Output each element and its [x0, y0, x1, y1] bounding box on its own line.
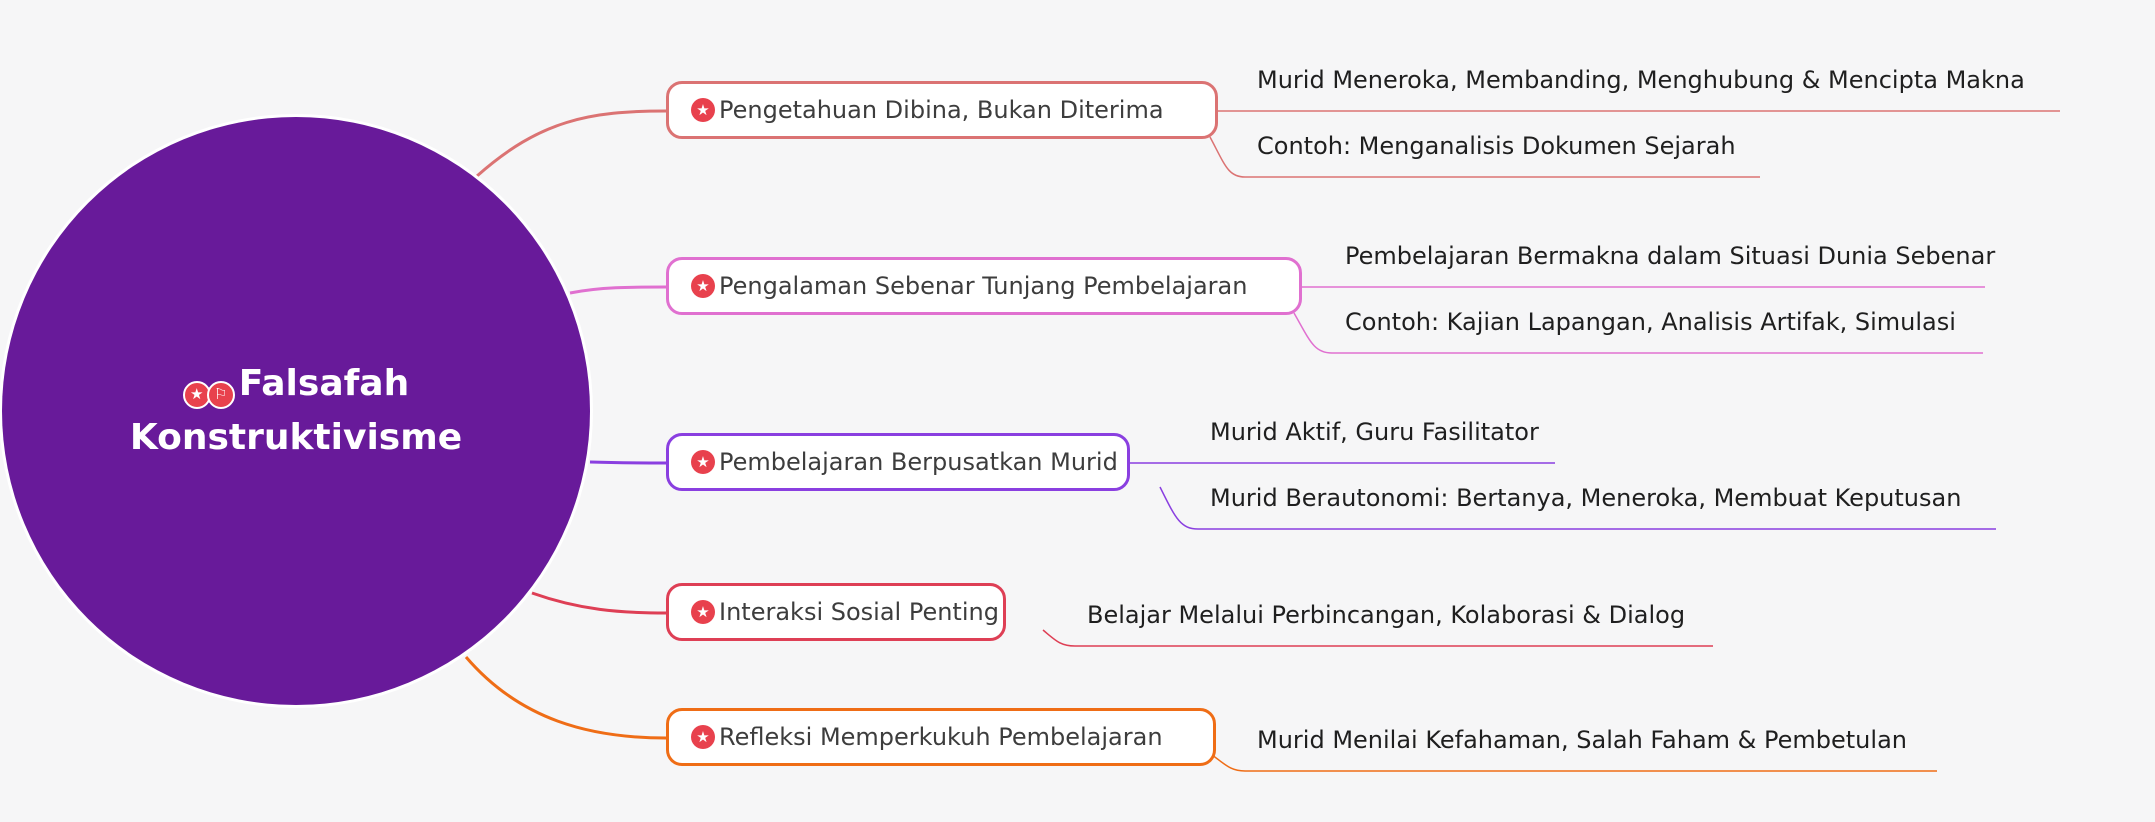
- connector-root-branch-1: [477, 111, 666, 176]
- connector-leaf-5-1: [1212, 755, 1937, 771]
- connector-root-branch-3: [590, 462, 666, 463]
- star-icon: ★: [691, 274, 715, 298]
- branch-real-experience[interactable]: [666, 257, 1302, 315]
- branch-label: Interaksi Sosial Penting: [719, 598, 999, 626]
- connector-root-branch-5: [466, 657, 666, 738]
- branch-label: Refleksi Memperkukuh Pembelajaran: [719, 723, 1163, 751]
- branch-reflection[interactable]: [666, 708, 1216, 766]
- leaf-knowledge-1[interactable]: Murid Meneroka, Membanding, Menghubung & Mencipta Makna: [1257, 66, 2025, 94]
- star-icon: ★: [691, 725, 715, 749]
- star-icon: ★: [691, 450, 715, 474]
- connector-root-branch-4: [532, 593, 666, 613]
- branch-student-centered[interactable]: [666, 433, 1130, 491]
- root-title: [130, 357, 462, 465]
- root-title-line1: Falsafah: [238, 363, 410, 404]
- star-icon: ★: [183, 381, 211, 409]
- leaf-student-1[interactable]: Murid Aktif, Guru Fasilitator: [1210, 418, 1539, 446]
- connector-leaf-4-1: [1043, 630, 1713, 646]
- leaf-student-2[interactable]: Murid Berautonomi: Bertanya, Meneroka, Membuat Keputusan: [1210, 484, 1962, 512]
- leaf-reflection-1[interactable]: Murid Menilai Kefahaman, Salah Faham & Pembetulan: [1257, 726, 1907, 754]
- leaf-knowledge-2[interactable]: Contoh: Menganalisis Dokumen Sejarah: [1257, 132, 1736, 160]
- leaf-social-1[interactable]: Belajar Melalui Perbincangan, Kolaborasi & Dialog: [1087, 601, 1686, 629]
- star-icon: ★: [691, 98, 715, 122]
- star-icon: ★: [691, 600, 715, 624]
- connector-root-branch-2: [570, 287, 666, 293]
- leaf-experience-1[interactable]: Pembelajaran Bermakna dalam Situasi Dunia Sebenar: [1345, 242, 1996, 270]
- branch-label: Pengetahuan Dibina, Bukan Diterima: [719, 96, 1164, 124]
- leaf-experience-2[interactable]: Contoh: Kajian Lapangan, Analisis Artifak, Simulasi: [1345, 308, 1956, 336]
- branch-label: Pembelajaran Berpusatkan Murid: [719, 448, 1118, 476]
- root-topic[interactable]: [2, 117, 590, 705]
- root-icons: [183, 381, 235, 409]
- flag-icon: ⚐: [207, 381, 235, 409]
- branch-social-interaction[interactable]: [666, 583, 1006, 641]
- branch-label: Pengalaman Sebenar Tunjang Pembelajaran: [719, 272, 1248, 300]
- root-title-line2: Konstruktivisme: [129, 417, 463, 458]
- branch-knowledge-constructed[interactable]: [666, 81, 1218, 139]
